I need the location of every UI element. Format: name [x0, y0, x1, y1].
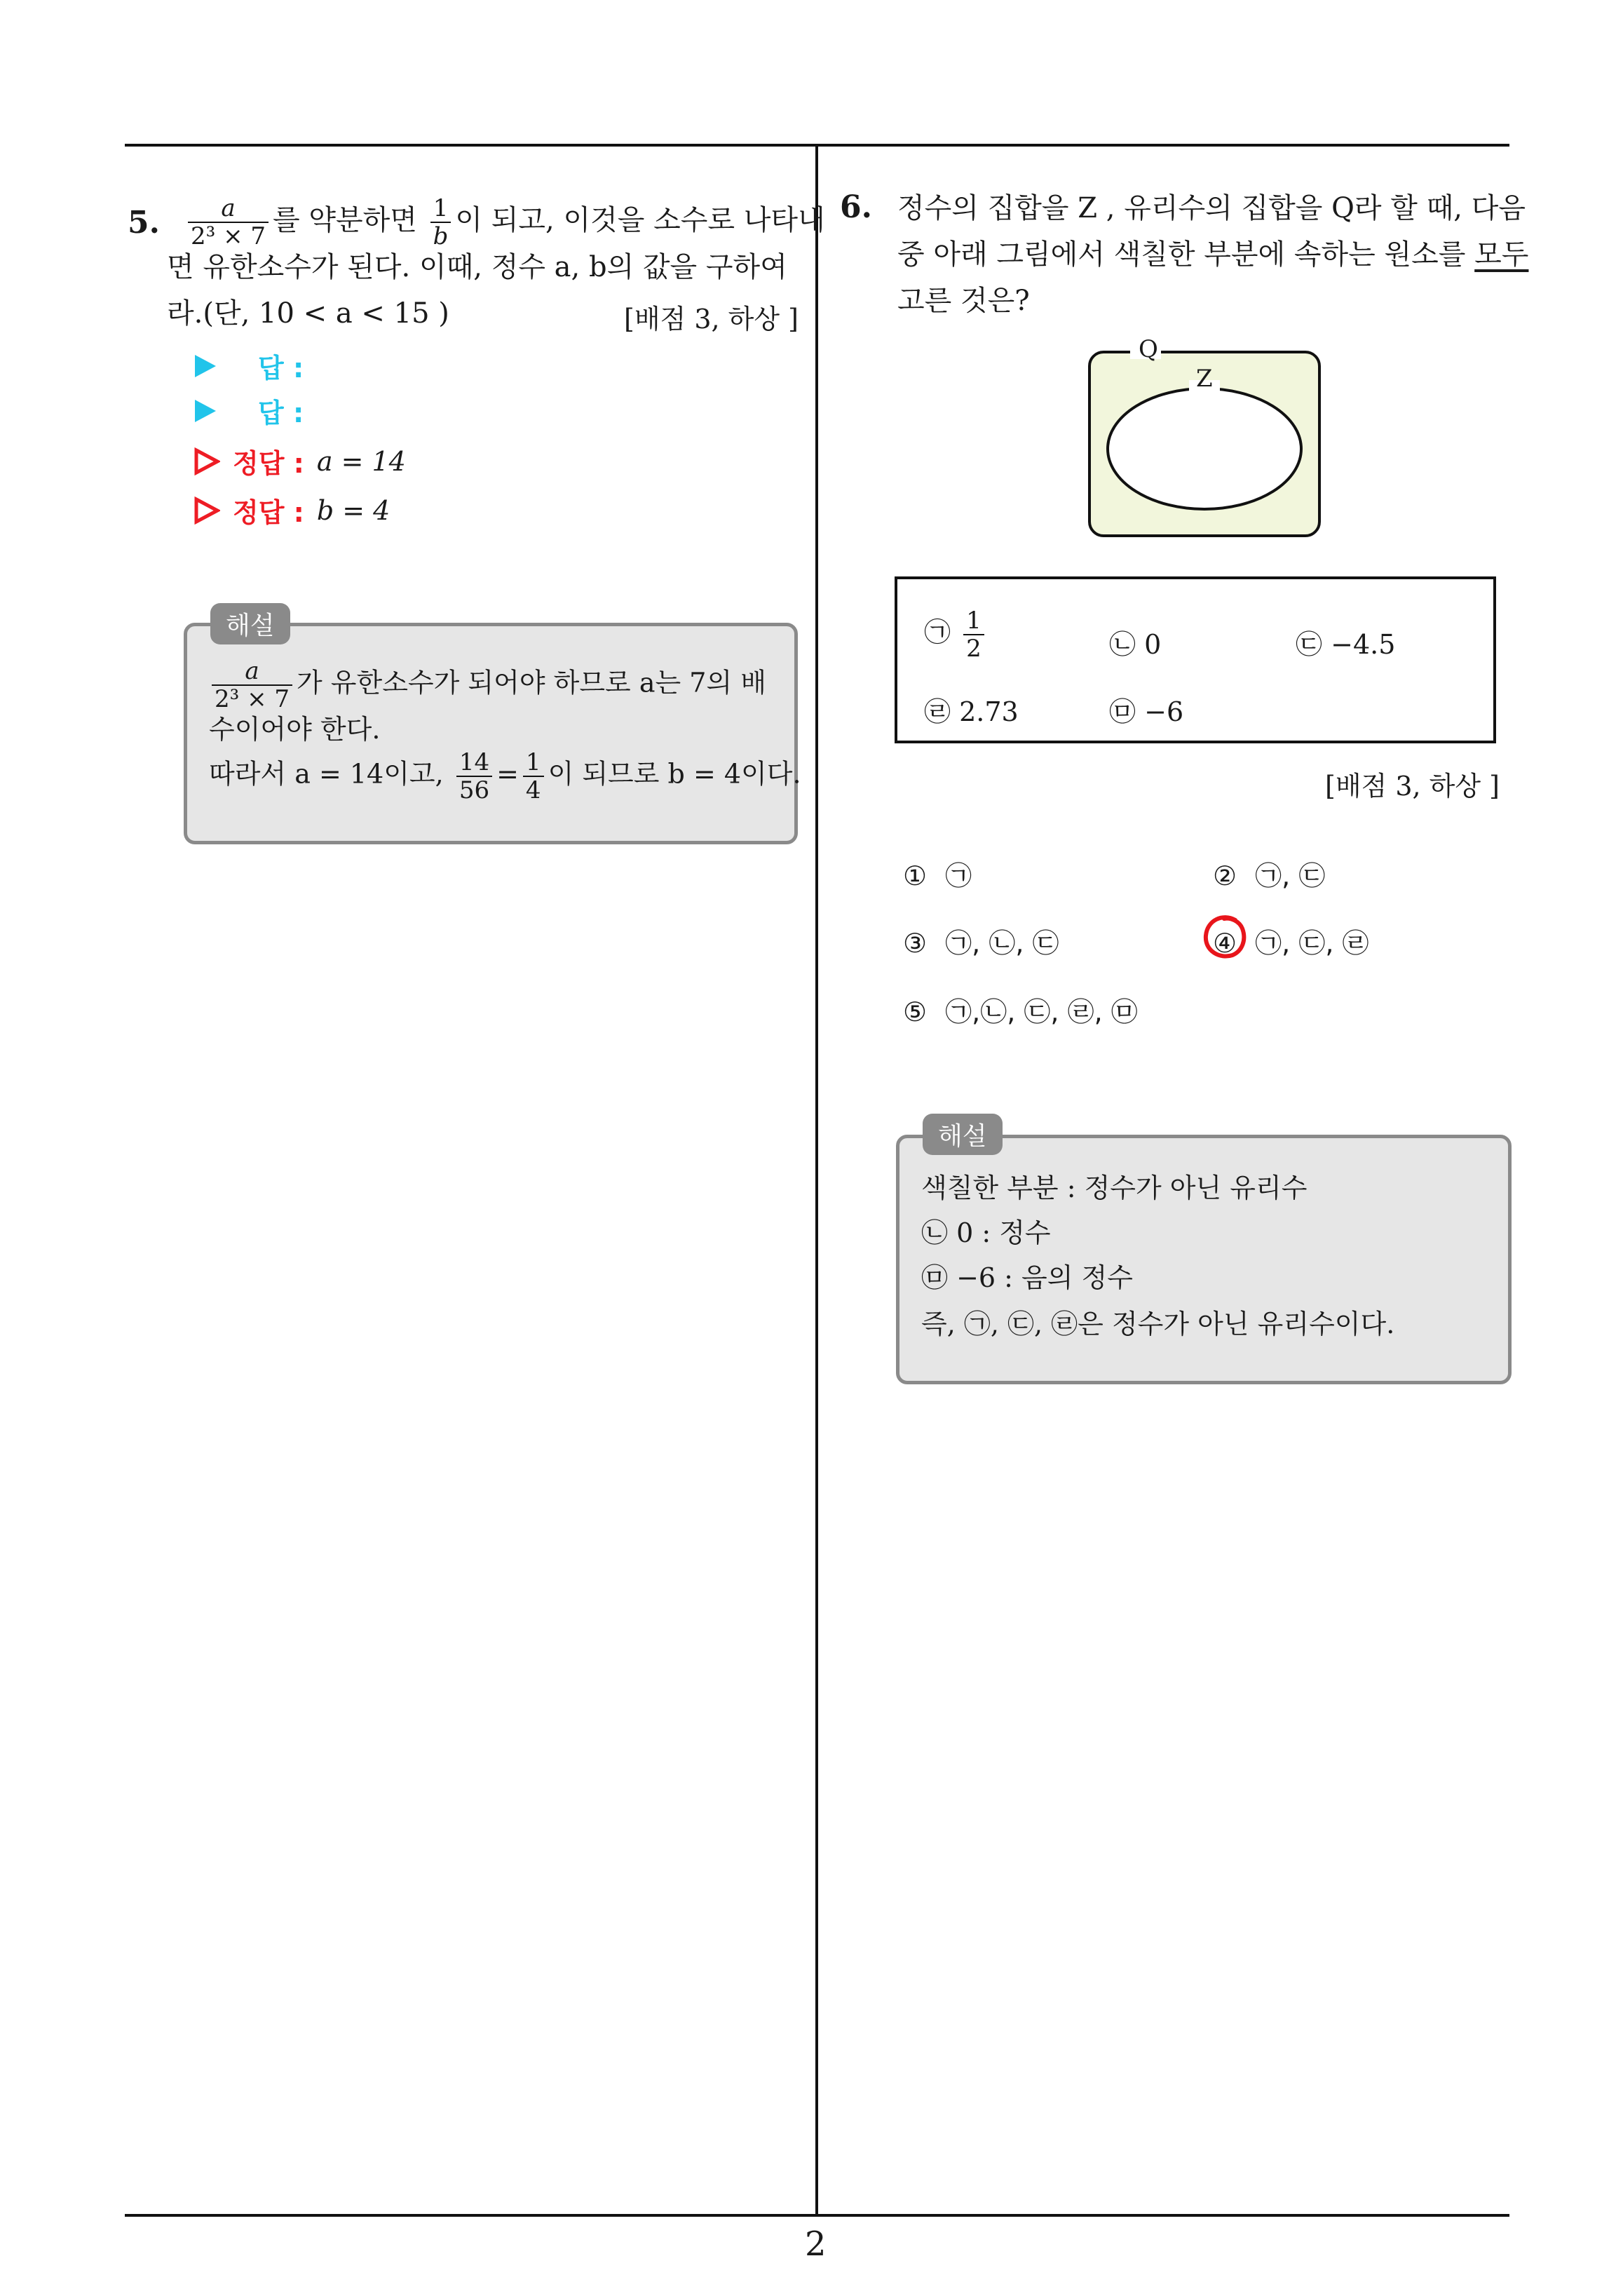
answer-label: 답 : [258, 398, 304, 428]
question-5-answer-2[interactable] [195, 391, 304, 430]
question-5-fraction-1-b: $\frac{1}{b}$ [430, 195, 451, 250]
venn-label-z: Z [1196, 365, 1213, 393]
play-arrow-icon [195, 400, 216, 422]
correct-value: a = 14 [316, 445, 406, 477]
outline-arrow-icon [193, 497, 220, 525]
question-5-score: [배점 3, 하상 ] [624, 304, 799, 335]
question-5-number: 5. [128, 205, 160, 241]
option-a: ㉠ $\frac{1}{2}$ [924, 607, 989, 662]
question-5-correct-2 [193, 491, 390, 529]
option-d: ㉣ 2.73 [924, 696, 1019, 727]
question-6-number: 6. [840, 189, 872, 225]
option-b: ㉡ 0 [1109, 629, 1162, 660]
question-6-explanation-line-2: ㉡ 0 : 정수 [921, 1217, 1051, 1248]
question-6-explanation-line-1: 색칠한 부분 : 정수가 아닌 유리수 [921, 1173, 1308, 1203]
column-divider [815, 144, 818, 2217]
bottom-rule [125, 2214, 1509, 2217]
question-6-line-1: 정수의 집합을 Z , 유리수의 집합을 Q라 할 때, 다음 [897, 192, 1526, 224]
page-number: 2 [805, 2224, 827, 2264]
option-c: ㉢ −4.5 [1296, 629, 1396, 660]
choice-2[interactable]: ② ㉠, ㉢ [1213, 860, 1326, 891]
question-5-line-1: $\frac{a}{\text{2³ × 7}}$ 를 약분하면 $\frac{1}{b}$ 이 되고, 이것을 소수로 나타내 [184, 195, 825, 250]
outline-arrow-icon [193, 447, 220, 475]
question-6-line-2: 중 아래 그림에서 색칠한 부분에 속하는 원소를 모두 [897, 238, 1529, 271]
question-5-explanation-line-1: $\frac{a}{\text{2³ × 7}}$ 가 유한소수가 되어야 하므로 a는 7의 배 [208, 658, 766, 713]
question-5-correct-1 [193, 442, 406, 480]
question-5-answer-1[interactable] [195, 346, 304, 385]
answer-label: 답 : [258, 353, 304, 384]
correct-label: 정답 : [233, 497, 304, 528]
venn-set-z [1108, 389, 1301, 509]
choice-5[interactable]: ⑤ ㉠,㉡, ㉢, ㉣, ㉤ [903, 997, 1138, 1027]
question-6-explanation-line-4: 즉, ㉠, ㉢, ㉣은 정수가 아닌 유리수이다. [921, 1309, 1395, 1339]
choice-4[interactable]: ④ ㉠, ㉢, ㉣ [1213, 928, 1369, 959]
question-5-explanation-line-3: 따라서 a = 14이고, $\frac{14}{56}$ = $\frac{1}{4}$ 이 되므로 b = 4이다. [209, 748, 801, 804]
question-5-line-2: 면 유한소수가 된다. 이때, 정수 a, b의 값을 구하여 [167, 251, 787, 283]
question-5-explanation-tag: 해설 [210, 603, 290, 644]
play-arrow-icon [195, 355, 216, 377]
choice-1[interactable]: ① ㉠ [903, 860, 972, 891]
red-circle-mark [1206, 917, 1244, 956]
correct-value: b = 4 [316, 494, 391, 526]
selected-answer-mark [1200, 912, 1251, 962]
question-6-line-3: 고른 것은? [897, 285, 1030, 317]
correct-label: 정답 : [233, 448, 304, 479]
question-6-explanation-line-3: ㉤ −6 : 음의 정수 [921, 1262, 1133, 1293]
question-5-fraction-a: $\frac{a}{\text{2³ × 7}}$ [188, 195, 269, 250]
option-e: ㉤ −6 [1109, 696, 1184, 727]
question-5-line-3: 라.(단, 10 < a < 15 ) [167, 297, 449, 330]
venn-label-q: Q [1139, 335, 1158, 363]
question-6-explanation-tag: 해설 [923, 1114, 1003, 1155]
choice-3[interactable]: ③ ㉠, ㉡, ㉢ [903, 928, 1059, 959]
question-6-score: [배점 3, 하상 ] [1325, 771, 1500, 802]
question-5-explanation-line-2: 수이어야 한다. [209, 714, 381, 745]
